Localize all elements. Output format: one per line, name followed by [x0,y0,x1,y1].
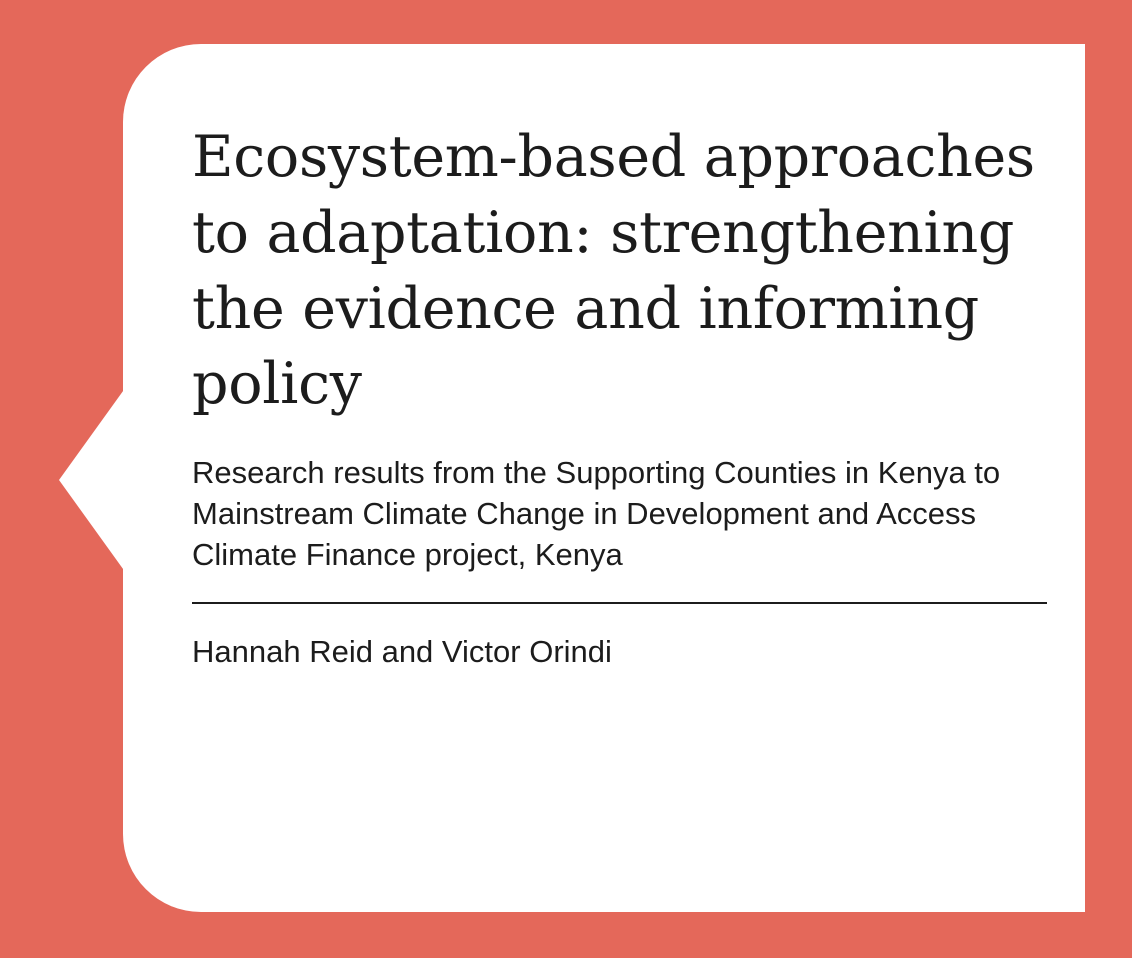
divider [192,602,1047,604]
cover-subtitle: Research results from the Supporting Counties in Kenya to Mainstream Climate Change in Development and Access Climate Finance project, Kenya [192,455,1001,572]
page-title: Ecosystem-based approaches to adaptation: strengthening the evidence and informing policy [192,124,1035,418]
cover-authors: Hannah Reid and Victor Orindi [192,633,612,669]
speech-bubble-tail-icon [59,380,131,580]
cover-content [192,120,1052,672]
